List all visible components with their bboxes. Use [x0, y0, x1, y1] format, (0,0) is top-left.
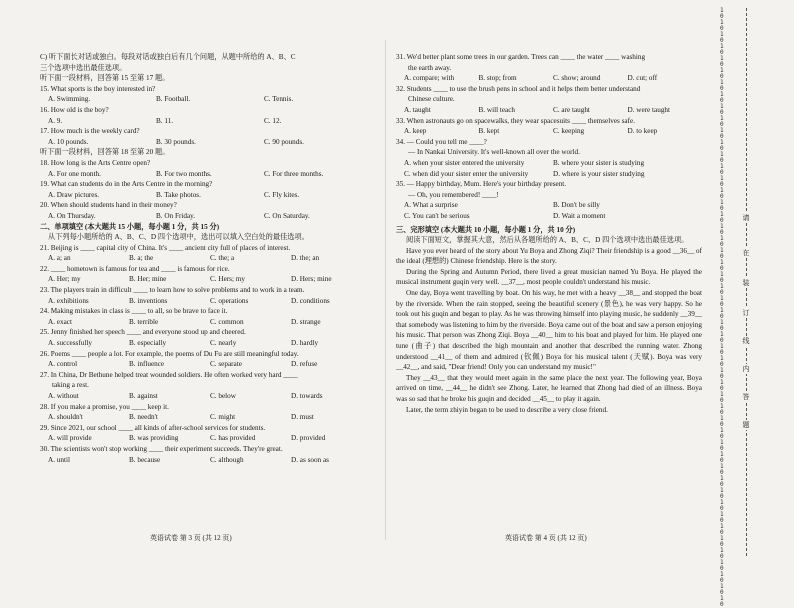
option: D. Wait a moment: [553, 211, 606, 220]
option: C. separate: [210, 360, 242, 369]
options-30: [40, 455, 372, 466]
question-21: 21. Beijing is ____ capital city of China. It's ____ ancient city full of places of interest.: [40, 243, 291, 252]
right-page: [396, 52, 702, 415]
option: B. stop; from: [478, 74, 517, 83]
options-35b: [396, 211, 702, 222]
question-29: 29. Since 2021, our school ____ all kinds of after-school services for students.: [40, 423, 266, 432]
option: A. What a surprise: [404, 201, 458, 210]
question-16: 16. How old is the boy?: [40, 105, 109, 114]
option: A. when your sister entered the university: [404, 158, 525, 167]
option: B. especially: [129, 339, 167, 348]
options-34b: [396, 169, 702, 180]
option: C. show; around: [553, 74, 601, 83]
option: D. were taught: [627, 105, 671, 114]
margin-char: 题: [739, 420, 753, 430]
option: C. common: [210, 317, 244, 326]
option: C. operations: [210, 296, 249, 305]
option: C. 12.: [264, 116, 282, 125]
option: C. the; a: [210, 254, 235, 263]
option: B. 11.: [156, 116, 174, 125]
options-20: [40, 211, 372, 222]
option: D. the; an: [291, 254, 320, 263]
option: B. needn't: [129, 413, 158, 422]
option: A. 9.: [48, 116, 63, 125]
options-15: [40, 94, 372, 105]
option: B. was providing: [129, 434, 179, 443]
option: D. Hers; mine: [291, 275, 332, 284]
options-17: [40, 137, 372, 148]
option: B. because: [129, 455, 161, 464]
options-33: [396, 126, 702, 137]
option: A. successfully: [48, 339, 92, 348]
option: A. will provide: [48, 434, 92, 443]
option: C. nearly: [210, 339, 237, 348]
question-34-reply: — In Nankai University. It's well-known all over the world.: [408, 148, 580, 157]
options-28: [40, 412, 372, 423]
left-page: [40, 52, 372, 465]
options-35a: [396, 200, 702, 211]
margin-char: 答: [739, 392, 753, 402]
option: A. Draw pictures.: [48, 190, 100, 199]
margin-char: 装: [739, 278, 753, 288]
option: B. 30 pounds.: [156, 137, 196, 146]
option: A. Swimming.: [48, 95, 91, 104]
option: B. For two months.: [156, 169, 212, 178]
options-18: [40, 169, 372, 180]
option: C. Tennis.: [264, 95, 294, 104]
options-26: [40, 359, 372, 370]
option: A. control: [48, 360, 78, 369]
option: B. kept: [478, 127, 500, 136]
option: B. where your sister is studying: [553, 158, 645, 167]
options-23: [40, 296, 372, 307]
material-1-note: 听下面一段材料，回答第 15 至第 17 题。: [40, 74, 170, 83]
binding-margin: [712, 7, 786, 608]
option: C. 90 pounds.: [264, 137, 304, 146]
options-16: [40, 116, 372, 127]
passage-paragraph-3: One day, Boya went travelling by boat. On his way, he met with a heavy __38__ and stopped the boat by the riverside. When the rain stopped, seeing the beautiful scenery (景色), he was very happy. So he took out his guqin and began to play. As he was throwing himself into playing music, he suddenly __39__ that somebody was listening to him by the riverside. Boya came out of the boat and saw a person enjoying his music. That person was Zhong Ziqi. Boya __40__ him to his boat and played for him. He played one tune (曲子) that described the high mountain and another that described the running water. Zhong understood __41__ of them and admired (钦佩) Boya for his musical talent (天赋). Boya was very __42__, and said, "Dear friend! Only you can understand my music!": [396, 289, 702, 372]
question-27: 27. In China, Dr Bethune helped treat wounded soldiers. He often worked very hard ____: [40, 370, 298, 379]
question-26: 26. Poems ____ people a lot. For example, the poems of Du Fu are still meaningful today.: [40, 349, 299, 358]
options-21: [40, 253, 372, 264]
option: B. terrible: [129, 317, 159, 326]
option: D. strange: [291, 317, 321, 326]
option: D. refuse: [291, 360, 318, 369]
option: A. shouldn't: [48, 413, 83, 422]
question-22: 22. ____ hometown is famous for tea and ____ is famous for rice.: [40, 264, 230, 273]
option: A. until: [48, 455, 70, 464]
passage-paragraph-5: Later, the term zhiyin began to be used to describe a very close friend.: [406, 405, 608, 414]
option: A. keep: [404, 127, 427, 136]
option: C. when did your sister enter the university: [404, 169, 529, 178]
right-page-footer: 英语试卷 第 4 页 (共 12 页): [505, 534, 587, 542]
option: B. On Friday.: [156, 211, 196, 220]
question-25: 25. Jenny finished her speech ____ and everyone stood up and cheered.: [40, 328, 246, 337]
margin-char: 在: [739, 248, 753, 258]
question-28: 28. If you make a promise, you ____ keep it.: [40, 402, 169, 411]
option: D. must: [291, 413, 314, 422]
option: A. 10 pounds.: [48, 137, 89, 146]
option: D. provided: [291, 434, 326, 443]
option: C. For three months.: [264, 169, 324, 178]
option: B. Take photos.: [156, 190, 201, 199]
option: A. On Thursday.: [48, 211, 96, 220]
option: C. are taught: [553, 105, 590, 114]
question-31: 31. We'd better plant some trees in our garden. Trees can ____ the water ____ washing: [396, 53, 646, 61]
option: D. conditions: [291, 296, 330, 305]
option: C. Fly kites.: [264, 190, 300, 199]
margin-char: 线: [739, 336, 753, 346]
question-20: 20. When should students hand in their money?: [40, 201, 177, 210]
question-31-continued: the earth away.: [408, 63, 452, 72]
option: A. Her; my: [48, 275, 81, 284]
option: C. Hers; my: [210, 275, 245, 284]
options-24: [40, 317, 372, 328]
option: C. You can't be serious: [404, 211, 470, 220]
margin-char: 订: [739, 308, 753, 318]
option: D. hardly: [291, 339, 319, 348]
section-c-instruction-2: 三个选项中选出最佳选项。: [40, 63, 127, 72]
binding-code-strip: 1010101010101010101010101010101010101010101010101010101010101010101010101010101010101010101010101010: [720, 7, 724, 608]
option: B. Don't be silly: [553, 201, 600, 210]
page-divider: [385, 40, 386, 540]
option: C. below: [210, 392, 236, 400]
option: B. against: [129, 392, 158, 400]
question-35-reply: — Oh, you remembered! ____!: [408, 190, 499, 199]
margin-char: 内: [739, 364, 753, 374]
option: A. exact: [48, 317, 72, 326]
question-35: 35. — Happy birthday, Mum. Here's your birthday present.: [396, 180, 567, 189]
option: B. will teach: [478, 105, 516, 114]
question-17: 17. How much is the weekly card?: [40, 127, 140, 136]
option: C. keeping: [553, 127, 585, 136]
question-33: 33. When astronauts go on spacewalks, they wear spacesuits ____ themselves safe.: [396, 116, 635, 125]
section-c-instruction: C) 听下面长对话或独白。每段对话或独白后有几个问题，从题中所给的 A、B、C: [40, 53, 296, 61]
option: B. Football.: [156, 95, 191, 104]
material-2-note: 听下面一段材料，回答第 18 至第 20 题。: [40, 148, 170, 157]
passage-paragraph-1: Have you ever heard of the story about Yu Boya and Zhong Ziqi? Their friendship is a good __36__ of the ideal (理想的) Chinese friendship. Here is the story.: [396, 246, 702, 266]
options-32: [396, 105, 702, 116]
question-24: 24. Making mistakes in class is ____ to all, so be brave to face it.: [40, 307, 228, 316]
question-23: 23. The players train in difficult ____ to learn how to solve problems and to work in a team.: [40, 286, 305, 295]
margin-char: 请: [739, 213, 753, 223]
options-19: [40, 190, 372, 201]
option: D. towards: [291, 392, 323, 400]
question-32-continued: Chinese culture.: [408, 95, 455, 104]
option: C. has provided: [210, 434, 256, 443]
option: A. compare; with: [404, 74, 455, 83]
question-18: 18. How long is the Arts Centre open?: [40, 158, 151, 167]
option: D. to keep: [627, 127, 658, 136]
question-30: 30. The scientists won't stop working ____ their experiment succeeds. They're great.: [40, 444, 283, 453]
option: A. exhibitions: [48, 296, 89, 305]
option: A. a; an: [48, 254, 71, 263]
section-2-title: 二、单项填空 (本大题共 15 小题，每小题 1 分，共 15 分): [40, 222, 220, 231]
option: B. influence: [129, 360, 165, 369]
option: B. Her; mine: [129, 275, 167, 284]
section-2-instruction: 从下列每小题所给的 A、B、C、D 四个选项中，选出可以填入空白处的最佳选项。: [48, 233, 309, 242]
options-31: [396, 73, 702, 84]
question-15: 15. What sports is the boy interested in?: [40, 84, 156, 93]
question-19: 19. What can students do in the Arts Centre in the morning?: [40, 180, 213, 189]
left-page-footer: 英语试卷 第 3 页 (共 12 页): [150, 534, 232, 542]
question-27-continued: taking a rest.: [52, 381, 89, 390]
options-29: [40, 433, 372, 444]
section-3-instruction: 阅读下面短文，掌握其大意，然后从各题所给的 A、B、C、D 四个选项中选出最佳选项。: [406, 236, 689, 245]
option: C. might: [210, 413, 236, 422]
question-32: 32. Students ____ to use the brush pens in school and it helps them better understand: [396, 84, 641, 93]
option: A. without: [48, 392, 79, 400]
option: B. inventions: [129, 296, 168, 305]
option: C. On Saturday.: [264, 211, 310, 220]
passage-paragraph-2: During the Spring and Autumn Period, there lived a great musician named Yu Boya. He played the musical instrument guqin very well. __37__, most people couldn't understand his music.: [396, 267, 702, 287]
option: C. although: [210, 455, 244, 464]
question-34: 34. — Could you tell me ____?: [396, 137, 487, 146]
option: D. as soon as: [291, 455, 329, 464]
option: A. taught: [404, 105, 431, 114]
passage-paragraph-4: They __43__ that they would meet again in the same place the next year. The following year, Boya arrived on time, __44__ he didn't see Zhong. Later, he learned that Zhong had died of an illness. Boya was so sad that he broke his guqin and decided __45__ to play it again.: [396, 373, 702, 403]
options-25: [40, 338, 372, 349]
options-27: [40, 391, 372, 402]
section-3-title: 三、完形填空 (本大题共 10 小题，每小题 1 分，共 10 分): [396, 225, 576, 234]
option: D. where is your sister studying: [553, 169, 645, 178]
option: B. a; the: [129, 254, 154, 263]
option: A. For one month.: [48, 169, 101, 178]
option: D. cut; off: [627, 74, 658, 83]
options-34a: [396, 158, 702, 169]
options-22: [40, 274, 372, 285]
